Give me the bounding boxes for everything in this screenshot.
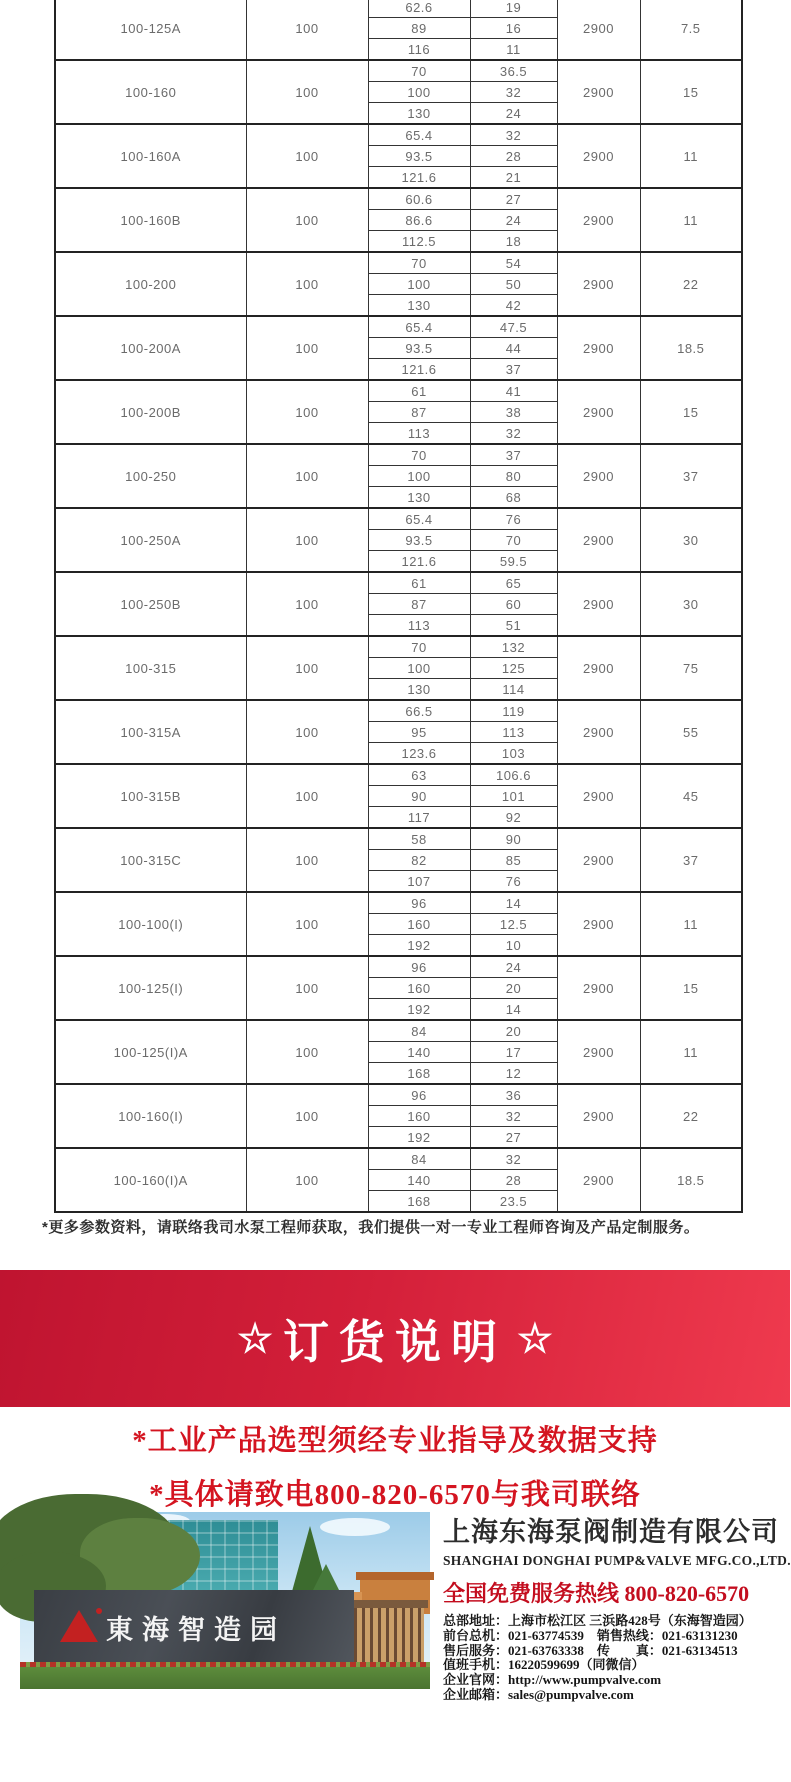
inlet-cell: 100	[246, 700, 368, 764]
notice-line-2: *具体请致电800-820-6570与我司联络	[149, 1479, 641, 1511]
factory-photo	[20, 1512, 430, 1689]
contact-lines	[443, 1614, 779, 1703]
flow-cell: 87	[368, 594, 470, 615]
model-cell: 100-315B	[55, 764, 246, 828]
spec-subrow	[55, 1148, 742, 1170]
model-cell: 100-200B	[55, 380, 246, 444]
model-cell: 100-160B	[55, 188, 246, 252]
spec-subrow	[55, 380, 742, 402]
inlet-cell: 100	[246, 316, 368, 380]
power-cell: 18.5	[640, 316, 742, 380]
head-cell: 36	[470, 1084, 557, 1106]
flow-cell: 130	[368, 295, 470, 317]
head-cell: 23.5	[470, 1191, 557, 1213]
flow-cell: 65.4	[368, 316, 470, 338]
head-cell: 80	[470, 466, 557, 487]
power-cell: 37	[640, 444, 742, 508]
speed-cell: 2900	[557, 828, 640, 892]
head-cell: 37	[470, 444, 557, 466]
flow-cell: 58	[368, 828, 470, 850]
flow-cell: 90	[368, 786, 470, 807]
power-cell: 11	[640, 892, 742, 956]
flow-cell: 100	[368, 274, 470, 295]
flow-cell: 121.6	[368, 167, 470, 189]
speed-cell: 2900	[557, 764, 640, 828]
power-cell: 18.5	[640, 1148, 742, 1212]
inlet-cell: 100	[246, 124, 368, 188]
flow-cell: 65.4	[368, 124, 470, 146]
flow-cell: 63	[368, 764, 470, 786]
flow-cell: 100	[368, 658, 470, 679]
speed-cell: 2900	[557, 700, 640, 764]
spec-subrow	[55, 572, 742, 594]
head-cell: 92	[470, 807, 557, 829]
head-cell: 32	[470, 423, 557, 445]
speed-cell: 2900	[557, 252, 640, 316]
flow-cell: 87	[368, 402, 470, 423]
head-cell: 41	[470, 380, 557, 402]
spec-subrow	[55, 700, 742, 722]
power-cell: 22	[640, 1084, 742, 1148]
spec-subrow	[55, 1084, 742, 1106]
flow-cell: 100	[368, 82, 470, 103]
contact-line: 总部地址：上海市松江区 三浜路428号（东海智造园）	[443, 1613, 752, 1628]
flow-cell: 113	[368, 423, 470, 445]
flow-cell: 93.5	[368, 146, 470, 167]
speed-cell: 2900	[557, 316, 640, 380]
head-cell: 19	[470, 0, 557, 18]
head-cell: 51	[470, 615, 557, 637]
spec-subrow	[55, 828, 742, 850]
head-cell: 37	[470, 359, 557, 381]
head-cell: 24	[470, 103, 557, 125]
head-cell: 114	[470, 679, 557, 701]
flow-cell: 89	[368, 18, 470, 39]
speed-cell: 2900	[557, 1148, 640, 1212]
donghai-logo-icon	[96, 1608, 102, 1614]
head-cell: 50	[470, 274, 557, 295]
spec-subrow	[55, 764, 742, 786]
speed-cell: 2900	[557, 572, 640, 636]
flow-cell: 112.5	[368, 231, 470, 253]
head-cell: 17	[470, 1042, 557, 1063]
head-cell: 18	[470, 231, 557, 253]
speed-cell: 2900	[557, 188, 640, 252]
flow-cell: 82	[368, 850, 470, 871]
head-cell: 42	[470, 295, 557, 317]
flow-cell: 65.4	[368, 508, 470, 530]
power-cell: 7.5	[640, 0, 742, 60]
power-cell: 15	[640, 380, 742, 444]
head-cell: 16	[470, 18, 557, 39]
inlet-cell: 100	[246, 636, 368, 700]
head-cell: 14	[470, 999, 557, 1021]
flow-cell: 61	[368, 572, 470, 594]
contact-line: 企业邮箱：sales@pumpvalve.com	[443, 1686, 634, 1702]
speed-cell: 2900	[557, 1020, 640, 1084]
inlet-cell: 100	[246, 0, 368, 60]
flow-cell: 70	[368, 60, 470, 82]
notice-line-1: *工业产品选型须经专业指导及数据支持	[132, 1425, 658, 1457]
lawn	[20, 1667, 430, 1689]
spec-subrow	[55, 636, 742, 658]
flow-cell: 70	[368, 252, 470, 274]
inlet-cell: 100	[246, 764, 368, 828]
table-footnote: *更多参数资料，请联络我司水泵工程师获取，我们提供一对一专业工程师咨询及产品定制服务。	[42, 1219, 700, 1236]
power-cell: 11	[640, 124, 742, 188]
spec-table	[54, 0, 743, 1213]
flow-cell: 70	[368, 636, 470, 658]
head-cell: 65	[470, 572, 557, 594]
head-cell: 47.5	[470, 316, 557, 338]
spec-table-body	[55, 0, 742, 1212]
flow-cell: 160	[368, 914, 470, 935]
power-cell: 30	[640, 508, 742, 572]
flow-cell: 96	[368, 1084, 470, 1106]
spec-subrow	[55, 0, 742, 18]
spec-subrow	[55, 188, 742, 210]
spec-subrow	[55, 60, 742, 82]
spec-subrow	[55, 508, 742, 530]
flow-cell: 100	[368, 466, 470, 487]
flow-cell: 96	[368, 892, 470, 914]
head-cell: 14	[470, 892, 557, 914]
flow-cell: 130	[368, 679, 470, 701]
head-cell: 32	[470, 82, 557, 103]
sign-text: 東海智造园	[106, 1614, 286, 1645]
flow-cell: 121.6	[368, 359, 470, 381]
speed-cell: 2900	[557, 956, 640, 1020]
flow-cell: 95	[368, 722, 470, 743]
contact-line: 售后服务：021-63763338 传 真：021-63134513	[443, 1642, 738, 1658]
head-cell: 21	[470, 167, 557, 189]
inlet-cell: 100	[246, 380, 368, 444]
head-cell: 32	[470, 124, 557, 146]
flow-cell: 160	[368, 978, 470, 999]
inlet-cell: 100	[246, 1084, 368, 1148]
head-cell: 24	[470, 210, 557, 231]
flow-cell: 192	[368, 1127, 470, 1149]
flow-cell: 60.6	[368, 188, 470, 210]
flow-cell: 130	[368, 103, 470, 125]
head-cell: 20	[470, 1020, 557, 1042]
power-cell: 75	[640, 636, 742, 700]
contact-line: 企业官网：http://www.pumpvalve.com	[443, 1672, 662, 1688]
flow-cell: 93.5	[368, 338, 470, 359]
flow-cell: 86.6	[368, 210, 470, 231]
donghai-logo-icon	[60, 1610, 98, 1642]
star-icon: ☆	[517, 1316, 553, 1361]
speed-cell: 2900	[557, 124, 640, 188]
head-cell: 113	[470, 722, 557, 743]
head-cell: 27	[470, 188, 557, 210]
flow-cell: 130	[368, 487, 470, 509]
model-cell: 100-125(I)	[55, 956, 246, 1020]
speed-cell: 2900	[557, 508, 640, 572]
head-cell: 85	[470, 850, 557, 871]
spec-subrow	[55, 252, 742, 274]
power-cell: 30	[640, 572, 742, 636]
star-icon: ☆	[237, 1316, 273, 1361]
flow-cell: 96	[368, 956, 470, 978]
service-hotline: 全国免费服务热线 800-820-6570	[443, 1581, 750, 1606]
flow-cell: 140	[368, 1042, 470, 1063]
flow-cell: 168	[368, 1063, 470, 1085]
model-cell: 100-250	[55, 444, 246, 508]
model-cell: 100-160A	[55, 124, 246, 188]
inlet-cell: 100	[246, 892, 368, 956]
head-cell: 54	[470, 252, 557, 274]
head-cell: 32	[470, 1106, 557, 1127]
inlet-cell: 100	[246, 956, 368, 1020]
head-cell: 28	[470, 1170, 557, 1191]
flow-cell: 66.5	[368, 700, 470, 722]
flow-cell: 84	[368, 1148, 470, 1170]
banner-title: 订货说明	[283, 1315, 507, 1368]
power-cell: 11	[640, 188, 742, 252]
head-cell: 68	[470, 487, 557, 509]
speed-cell: 2900	[557, 0, 640, 60]
flow-cell: 93.5	[368, 530, 470, 551]
power-cell: 37	[640, 828, 742, 892]
power-cell: 45	[640, 764, 742, 828]
spec-subrow	[55, 124, 742, 146]
power-cell: 15	[640, 60, 742, 124]
power-cell: 22	[640, 252, 742, 316]
speed-cell: 2900	[557, 60, 640, 124]
head-cell: 36.5	[470, 60, 557, 82]
model-cell: 100-315C	[55, 828, 246, 892]
spec-subrow	[55, 892, 742, 914]
flow-cell: 84	[368, 1020, 470, 1042]
head-cell: 90	[470, 828, 557, 850]
head-cell: 106.6	[470, 764, 557, 786]
model-cell: 100-100(I)	[55, 892, 246, 956]
model-cell: 100-200	[55, 252, 246, 316]
flow-cell: 62.6	[368, 0, 470, 18]
speed-cell: 2900	[557, 1084, 640, 1148]
head-cell: 12.5	[470, 914, 557, 935]
spec-subrow	[55, 1020, 742, 1042]
model-cell: 100-160(I)A	[55, 1148, 246, 1212]
head-cell: 38	[470, 402, 557, 423]
company-name-english: SHANGHAI DONGHAI PUMP&VALVE MFG.CO.,LTD.	[443, 1553, 791, 1568]
head-cell: 27	[470, 1127, 557, 1149]
head-cell: 60	[470, 594, 557, 615]
inlet-cell: 100	[246, 1020, 368, 1084]
sign-wall	[34, 1590, 354, 1664]
model-cell: 100-250B	[55, 572, 246, 636]
flow-cell: 116	[368, 39, 470, 61]
head-cell: 11	[470, 39, 557, 61]
power-cell: 11	[640, 1020, 742, 1084]
factory-roof	[356, 1572, 434, 1580]
inlet-cell: 100	[246, 444, 368, 508]
head-cell: 70	[470, 530, 557, 551]
spec-subrow	[55, 316, 742, 338]
head-cell: 12	[470, 1063, 557, 1085]
contact-line: 前台总机：021-63774539 销售热线：021-63131230	[443, 1627, 738, 1643]
head-cell: 59.5	[470, 551, 557, 573]
model-cell: 100-315A	[55, 700, 246, 764]
flow-cell: 192	[368, 935, 470, 957]
head-cell: 32	[470, 1148, 557, 1170]
flow-cell: 117	[368, 807, 470, 829]
model-cell: 100-250A	[55, 508, 246, 572]
flow-cell: 140	[368, 1170, 470, 1191]
head-cell: 76	[470, 508, 557, 530]
head-cell: 132	[470, 636, 557, 658]
order-instructions-banner	[0, 1270, 790, 1407]
inlet-cell: 100	[246, 1148, 368, 1212]
head-cell: 125	[470, 658, 557, 679]
head-cell: 10	[470, 935, 557, 957]
spec-table-section	[54, 0, 745, 1209]
head-cell: 119	[470, 700, 557, 722]
gate-shape	[354, 1608, 424, 1664]
flow-cell: 113	[368, 615, 470, 637]
power-cell: 55	[640, 700, 742, 764]
model-cell: 100-160(I)	[55, 1084, 246, 1148]
speed-cell: 2900	[557, 892, 640, 956]
company-name: 上海东海泵阀制造有限公司	[443, 1517, 779, 1547]
flow-cell: 61	[368, 380, 470, 402]
model-cell: 100-125A	[55, 0, 246, 60]
contact-line: 值班手机：16220599699（同微信）	[443, 1657, 645, 1673]
model-cell: 100-200A	[55, 316, 246, 380]
inlet-cell: 100	[246, 252, 368, 316]
flow-cell: 192	[368, 999, 470, 1021]
flow-cell: 107	[368, 871, 470, 893]
inlet-cell: 100	[246, 188, 368, 252]
flow-cell: 160	[368, 1106, 470, 1127]
power-cell: 15	[640, 956, 742, 1020]
speed-cell: 2900	[557, 636, 640, 700]
inlet-cell: 100	[246, 508, 368, 572]
head-cell: 24	[470, 956, 557, 978]
head-cell: 76	[470, 871, 557, 893]
inlet-cell: 100	[246, 828, 368, 892]
head-cell: 20	[470, 978, 557, 999]
model-cell: 100-125(I)A	[55, 1020, 246, 1084]
spec-subrow	[55, 956, 742, 978]
speed-cell: 2900	[557, 380, 640, 444]
company-info	[443, 1510, 791, 1703]
head-cell: 28	[470, 146, 557, 167]
flow-cell: 123.6	[368, 743, 470, 765]
head-cell: 101	[470, 786, 557, 807]
inlet-cell: 100	[246, 60, 368, 124]
spec-subrow	[55, 444, 742, 466]
speed-cell: 2900	[557, 444, 640, 508]
model-cell: 100-160	[55, 60, 246, 124]
head-cell: 103	[470, 743, 557, 765]
gate-shape	[350, 1600, 428, 1608]
flow-cell: 168	[368, 1191, 470, 1213]
inlet-cell: 100	[246, 572, 368, 636]
flow-cell: 121.6	[368, 551, 470, 573]
flow-cell: 70	[368, 444, 470, 466]
head-cell: 44	[470, 338, 557, 359]
model-cell: 100-315	[55, 636, 246, 700]
